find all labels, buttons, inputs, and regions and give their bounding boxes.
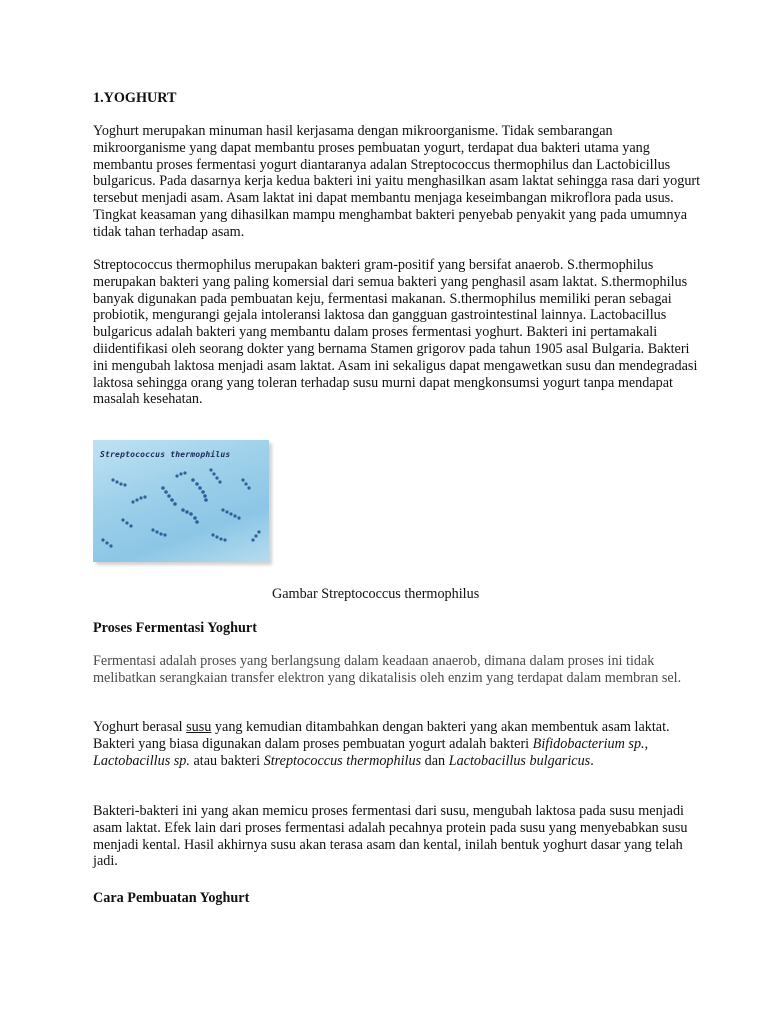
paragraph-fermentation-definition: Fermentasi adalah proses yang berlangsung dalam keadaan anaerob, dimana dalam proses ini tidak melibatkan serangkaian transfer elektron yang dikatalisis oleh enzim yang terdapat dalam membran sel. — [93, 653, 682, 686]
text-run: , — [644, 735, 649, 752]
paragraph-fermentation-effect: Bakteri-bakteri ini yang akan memicu proses fermentasi dari susu, mengubah laktosa pada susu menjadi asam laktat. Efek lain dari proses fermentasi adalah pecahnya protein pada susu yang menyebabkan susu menjadi kental. Hasil akhirnya susu akan terasa asam dan kental, inilah bentuk yoghurt dasar yang telah jadi. — [93, 803, 688, 870]
figure-caption: Gambar Streptococcus thermophilus — [272, 586, 480, 602]
species-name: Bifidobacterium sp. — [532, 735, 645, 752]
species-name: Streptococcus thermophilus — [263, 752, 422, 769]
section-title-making: Cara Pembuatan Yoghurt — [93, 890, 250, 906]
section-title-yoghurt: 1.YOGHURT — [93, 90, 177, 106]
text-run: Yoghurt berasal — [93, 719, 187, 735]
paragraph-yoghurt-intro: Yoghurt merupakan minuman hasil kerjasama dengan mikroorganisme. Tidak sembarangan mikroorganisme yang dapat membantu proses pembuatan yogurt, terdapat dua bakteri utama yang membantu proses fermentasi yogurt diantaranya adalan Streptococcus thermophilus dan Lactobicillus bulgaricus. Pada dasarnya kerja kedua bakteri ini yaitu menghasilkan asam laktat sehingga rasa dari yogurt tersebut menjadi asam. Asam laktat ini dapat membantu menjaga keseimbangan mikroflora pada usus. Tingkat keasaman yang dihasilkan mampu menghambat bakteri penyebab penyakit yang pada umumnya tidak tahan terhadap asam. — [93, 123, 701, 240]
species-name: Lactobacillus bulgaricus — [448, 752, 591, 769]
species-name: Lactobacillus sp. — [93, 752, 190, 769]
text-run: . — [590, 752, 594, 769]
text-run: yang kemudian ditambahkan dengan bakteri yang akan membentuk asam laktat. Bakteri yang biasa digunakan dalam proses pembuatan yogurt adalah bakteri — [93, 719, 670, 752]
text-run: dan — [421, 752, 449, 769]
susu-link[interactable]: susu — [186, 719, 212, 735]
streptococcus-image — [93, 440, 269, 562]
section-title-fermentation: Proses Fermentasi Yoghurt — [93, 620, 257, 636]
paragraph-streptococcus: Streptococcus thermophilus merupakan bakteri gram-positif yang bersifat anaerob. S.thermophilus merupakan bakteri yang paling komersial dari semua bakteri yang penghasil asam laktat. S.thermophilus banyak digunakan pada pembuatan keju, fermentasi makanan. S.thermophilus memiliki peran sebagai probiotik, mengurangi gejala intoleransi laktosa dan gangguan gastrointestinal lainnya. Lactobacillus bulgaricus adalah bakteri yang membantu dalam proses fermentasi yoghurt. Bakteri ini pertamakali diidentifikasi oleh seorang dokter yang bernama Stamen grigorov pada tahun 1905 asal Bulgaria. Bakteri ini mengubah laktosa menjadi asam laktat. Asam ini sekaligus dapat mengawetkan susu dan mendegradasi laktosa sehingga orang yang toleran terhadap susu murni dapat mengkonsumsi yogurt tanpa mendapat masalah kesehatan. — [93, 257, 698, 408]
image-label: Streptococcus thermophilus — [100, 450, 231, 459]
text-run: atau bakteri — [189, 752, 264, 769]
paragraph-yoghurt-origin — [93, 719, 703, 769]
